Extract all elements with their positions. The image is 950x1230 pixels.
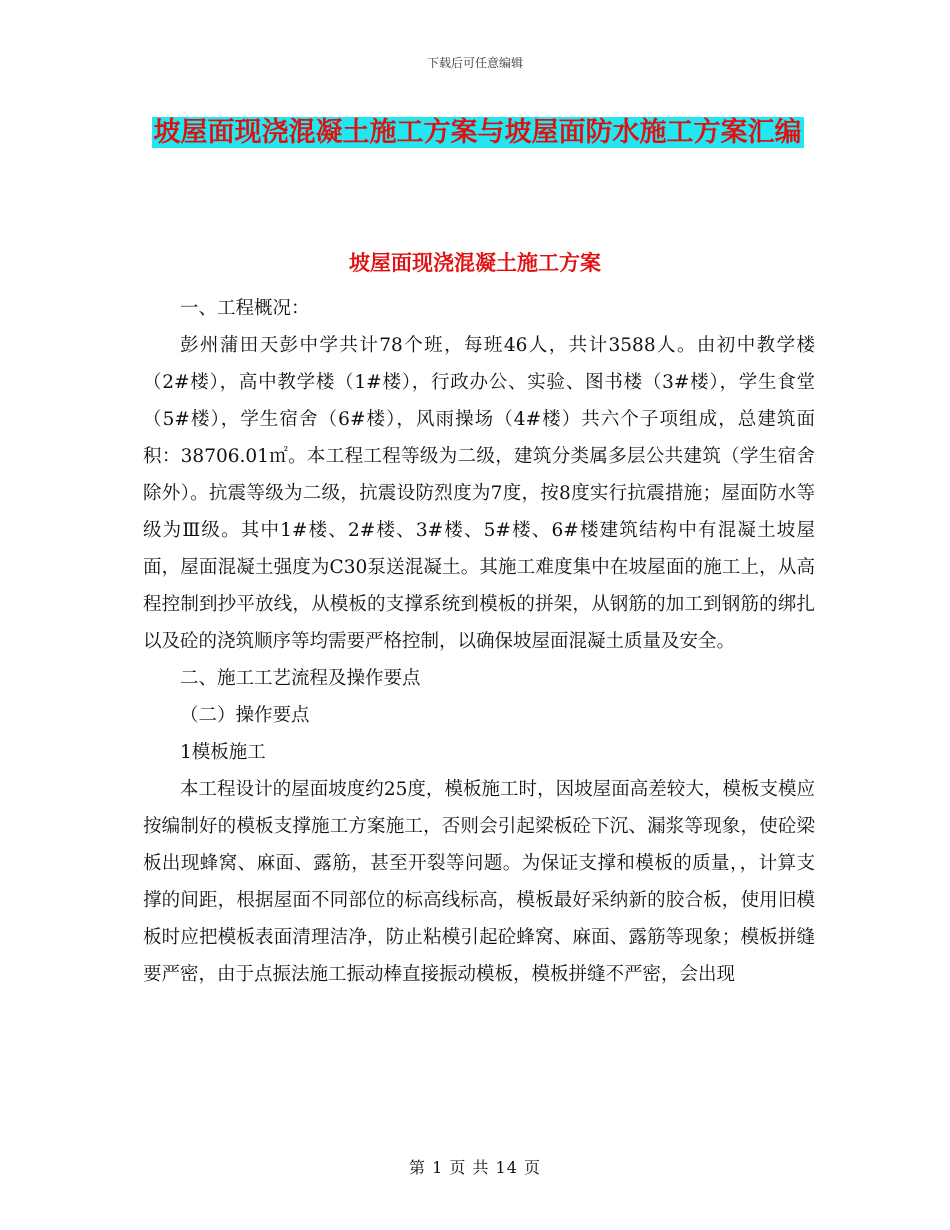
paragraph: 二、施工工艺流程及操作要点 xyxy=(180,668,421,689)
document-title-text: 坡屋面现浇混凝土施工方案与坡屋面防水施工方案汇编 xyxy=(153,117,802,148)
document-body xyxy=(143,290,815,993)
paragraph: 彭州蒲田天彭中学共计78个班，每班46人，共计3588人。由初中教学楼（2#楼），高中教学楼（1#楼），行政办公、实验、图书楼（3#楼），学生食堂（5#楼），学生宿舍（6#楼），风雨操场（4#楼）共六个子项组成，总建筑面积：38706.01㎡。本工程工程等级为二级，建筑分类属多层公共建筑（学生宿舍除外）。抗震等级为二级，抗震设防烈度为7度，按8度实行抗震措施；屋面防水等级为Ⅲ级。其中1#楼、2#楼、3#楼、5#楼、6#楼建筑结构中有混凝土坡屋面，屋面混凝土强度为C30泵送混凝土。其施工难度集中在坡屋面的施工上，从高程控制到抄平放线，从模板的支撑系统到模板的拼架，从钢筋的加工到钢筋的绑扎以及砼的浇筑顺序等均需要严格控制，以确保坡屋面混凝土质量及安全。 xyxy=(143,335,815,652)
paragraph: （二）操作要点 xyxy=(180,705,310,726)
paragraph: 1模板施工 xyxy=(180,742,266,763)
page-header-note: 下载后可任意编辑 xyxy=(426,56,523,70)
section-title: 坡屋面现浇混凝土施工方案 xyxy=(349,251,601,275)
paragraph: 一、工程概况： xyxy=(180,298,310,319)
page-number: 第 1 页 共 14 页 xyxy=(409,1158,541,1177)
document-title xyxy=(145,110,810,155)
paragraph: 本工程设计的屋面坡度约25度，模板施工时，因坡屋面高差较大，模板支模应按编制好的模板支撑施工方案施工，否则会引起梁板砼下沉、漏浆等现象，使砼梁板出现蜂窝、麻面、露筋，甚至开裂等问题。为保证支撑和模板的质量，，计算支撑的间距，根据屋面不同部位的标高线标高，模板最好采纳新的胶合板，使用旧模板时应把模板表面清理洁净，防止粘模引起砼蜂窝、麻面、露筋等现象；模板拼缝要严密，由于点振法施工振动棒直接振动模板，模板拼缝不严密，会出现 xyxy=(143,779,815,985)
